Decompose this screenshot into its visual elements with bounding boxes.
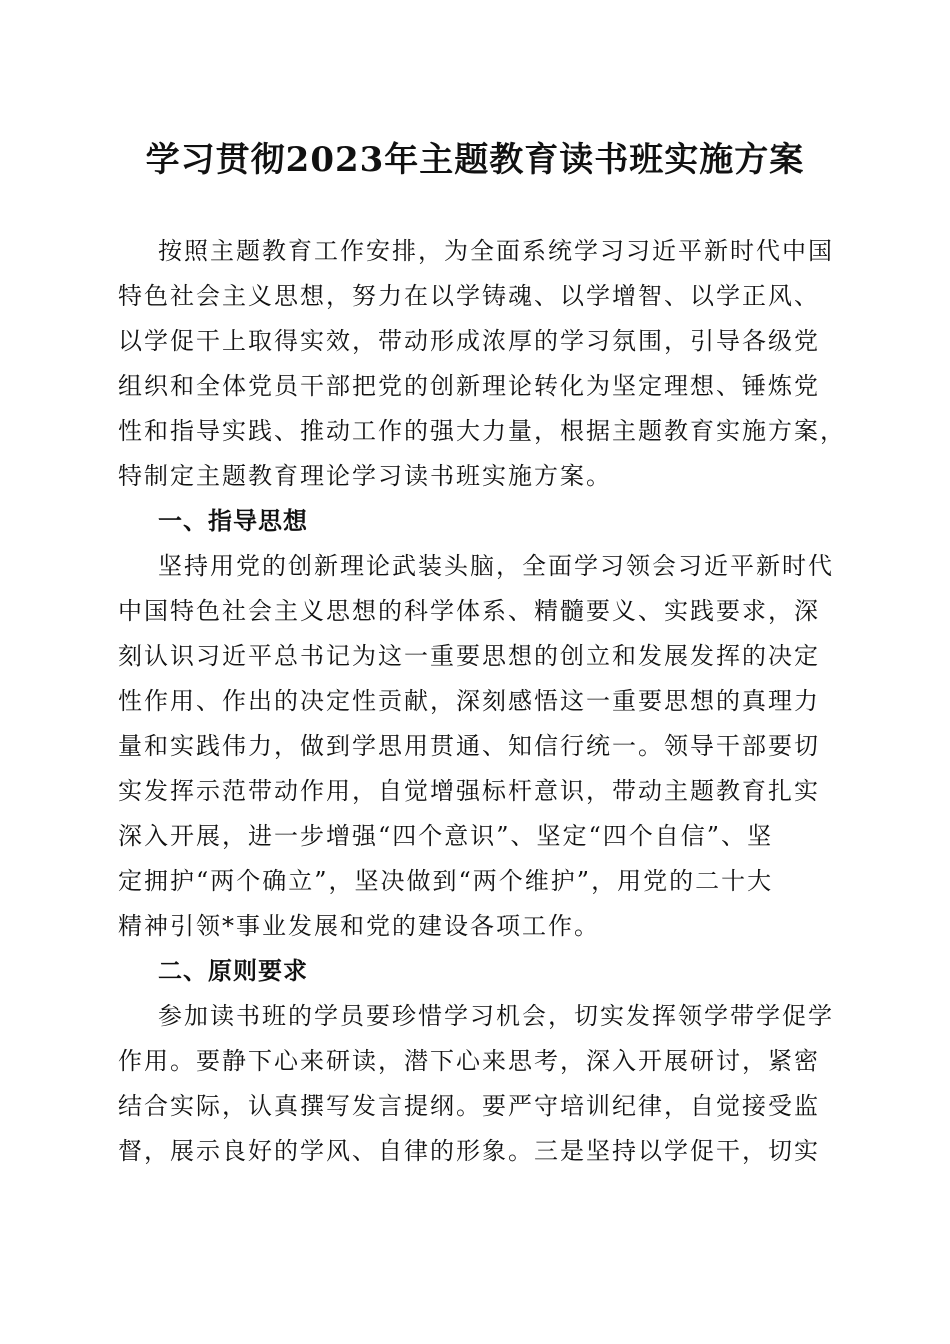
section1-line: 量和实践伟力，做到学思用贯通、知信行统一。领导干部要切	[118, 732, 820, 760]
section1-line: 刻认识习近平总书记为这一重要思想的创立和发展发挥的决定	[118, 642, 820, 670]
section-heading-principles: 二、原则要求	[158, 957, 308, 985]
section2-line: 结合实际，认真撰写发言提纲。要严守培训纪律，自觉接受监	[118, 1092, 820, 1120]
section1-line: 定拥护“两个确立”，坚决做到“两个维护”，用党的二十大	[118, 867, 774, 895]
document-title: 学习贯彻2023年主题教育读书班实施方案	[145, 140, 805, 180]
intro-line: 特色社会主义思想，努力在以学铸魂、以学增智、以学正风、	[118, 282, 820, 310]
section-heading-guiding-ideology: 一、指导思想	[158, 507, 308, 535]
intro-line: 以学促干上取得实效，带动形成浓厚的学习氛围，引导各级党	[118, 327, 820, 355]
section1-line: 深入开展，进一步增强“四个意识”、坚定“四个自信”、坚	[118, 822, 774, 850]
section1-line: 精神引领*事业发展和党的建设各项工作。	[118, 912, 600, 940]
intro-line: 组织和全体党员干部把党的创新理论转化为坚定理想、锤炼党	[118, 372, 820, 400]
section2-line: 作用。要静下心来研读，潜下心来思考，深入开展研讨，紧密	[118, 1047, 820, 1075]
intro-line: 性和指导实践、推动工作的强大力量，根据主题教育实施方案，	[118, 417, 846, 445]
section2-line: 督，展示良好的学风、自律的形象。三是坚持以学促干，切实	[118, 1137, 820, 1165]
section1-line: 性作用、作出的决定性贡献，深刻感悟这一重要思想的真理力	[118, 687, 820, 715]
section2-line: 参加读书班的学员要珍惜学习机会，切实发挥领学带学促学	[158, 1002, 834, 1030]
section1-line: 坚持用党的创新理论武装头脑，全面学习领会习近平新时代	[158, 552, 834, 580]
intro-line: 特制定主题教育理论学习读书班实施方案。	[118, 462, 612, 490]
intro-line: 按照主题教育工作安排，为全面系统学习习近平新时代中国	[158, 237, 834, 265]
section1-line: 实发挥示范带动作用，自觉增强标杆意识，带动主题教育扎实	[118, 777, 820, 805]
section1-line: 中国特色社会主义思想的科学体系、精髓要义、实践要求，深	[118, 597, 820, 625]
